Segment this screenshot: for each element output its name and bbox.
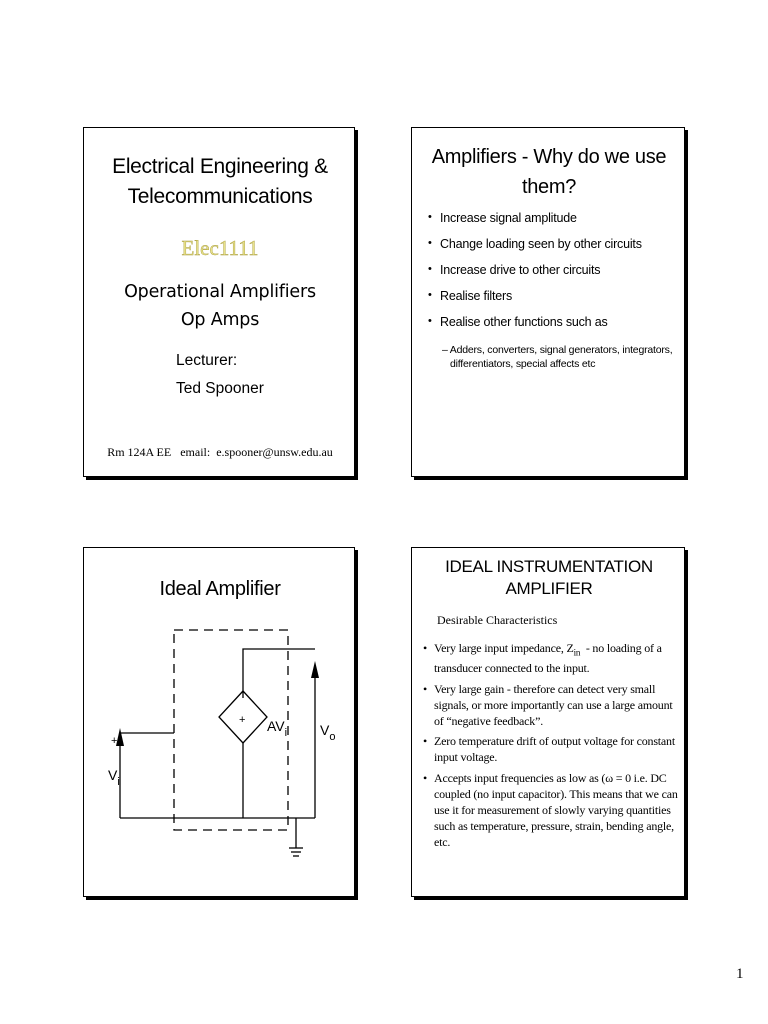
slide4-title	[412, 556, 686, 600]
output-wire	[243, 649, 315, 698]
slide4-subtitle: Desirable Characteristics	[437, 613, 558, 627]
page-number: 1	[736, 966, 744, 982]
topic-line-1: Operational Amplifiers	[124, 282, 316, 302]
list-item: • Zero temperature drift of output voltage for constant input voltage.	[422, 733, 684, 765]
list-item: • Very large gain - therefore can detect very small signals, or more importantly can use a large amount of “negative feedback”.	[422, 681, 684, 729]
title-line-1: IDEAL INSTRUMENTATION	[445, 557, 653, 576]
title-line-2: AMPLIFIER	[505, 579, 593, 598]
lecturer-block	[176, 347, 264, 403]
list-item: • Very large input impedance, $Z_{in}$ - no loading of a transducer connected to the input.	[422, 640, 684, 676]
list-item: • Realise other functions such as	[428, 315, 678, 341]
bullet-list	[428, 211, 678, 341]
title-line-1: Amplifiers - Why do we use	[431, 146, 667, 168]
lecturer-name: Ted Spooner	[176, 380, 264, 397]
lecturer-label: Lecturer:	[176, 352, 238, 369]
sub-bullet-line-2: differentiators, special affects etc	[450, 358, 596, 370]
sub-bullet-line-1: – Adders, converters, signal generators, integrators,	[442, 344, 673, 356]
input-plus-label: +	[111, 735, 118, 747]
vi-label: $V_i$	[108, 767, 120, 788]
ideal-amplifier-circuit	[84, 548, 356, 898]
topic-title	[84, 278, 356, 334]
avi-label: $AV_i$	[267, 718, 288, 739]
contact-line: Rm 124A EE email: e.spooner@unsw.edu.au	[107, 445, 333, 459]
title-line-2: Telecommunications	[127, 185, 313, 208]
list-item: • Increase drive to other circuits	[428, 263, 678, 289]
slide1-title	[84, 152, 356, 212]
characteristics-list	[422, 640, 684, 854]
list-item: • Increase signal amplitude	[428, 211, 678, 237]
slide-amplifiers-why	[411, 127, 685, 477]
list-item: • Realise filters	[428, 289, 678, 315]
list-item: • Change loading seen by other circuits	[428, 237, 678, 263]
vo-label: $V_o$	[320, 722, 336, 743]
slide-ideal-amplifier	[83, 547, 355, 897]
slide-instrumentation-amplifier	[411, 547, 685, 897]
title-line-1: Electrical Engineering &	[112, 155, 328, 178]
source-plus-label: +	[239, 714, 246, 726]
title-line-2: them?	[521, 176, 577, 198]
course-code: Elec1111	[181, 236, 259, 260]
vo-arrowhead	[311, 661, 319, 678]
list-item: • Accepts input frequencies as low as (ω = 0 i.e. DC coupled (no input capacitor). This means that we can use it for measurement of slowly varying quantities such as temperature, pressure, strain, bending angle, etc.	[422, 770, 684, 850]
slide-title	[83, 127, 355, 477]
slide3-title: Ideal Amplifier	[159, 578, 281, 600]
sub-bullet	[442, 343, 677, 371]
topic-line-2: Op Amps	[180, 310, 260, 330]
slide2-title	[412, 142, 686, 202]
